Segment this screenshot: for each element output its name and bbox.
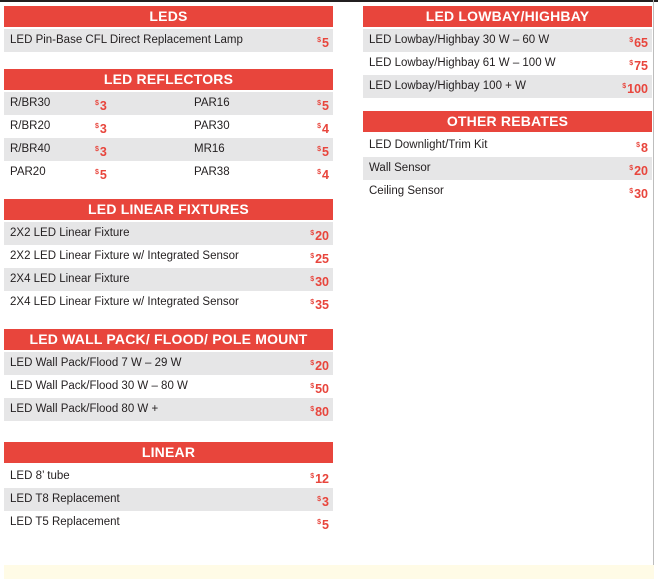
- item-label: PAR16: [194, 97, 230, 109]
- item-amount: 5: [322, 99, 329, 113]
- item-amount: 100: [627, 82, 648, 96]
- table-row: [4, 245, 333, 268]
- section-other-rebates: [363, 111, 652, 203]
- table-row: [4, 398, 333, 421]
- item-amount: 20: [634, 164, 648, 178]
- table-row: [4, 92, 333, 115]
- section-title: LEDS: [4, 6, 333, 27]
- item-amount: 80: [315, 405, 329, 419]
- table-row: [363, 29, 652, 52]
- currency-sign: $: [629, 188, 634, 195]
- table-row: [363, 157, 652, 180]
- table-row: [4, 511, 333, 534]
- item-label: 2X2 LED Linear Fixture w/ Integrated Sensor: [10, 250, 239, 262]
- table-row: [4, 465, 333, 488]
- section-title: LINEAR: [4, 442, 333, 463]
- currency-sign: $: [317, 123, 322, 130]
- item-label: 2X4 LED Linear Fixture: [10, 273, 130, 285]
- item-amount: 5: [322, 518, 329, 532]
- item-amount: 30: [634, 187, 648, 201]
- item-label: LED T5 Replacement: [10, 516, 120, 528]
- currency-sign: $: [629, 165, 634, 172]
- currency-sign: $: [310, 383, 315, 390]
- item-amount: 75: [634, 59, 648, 73]
- table-row: [4, 488, 333, 511]
- currency-sign: $: [310, 253, 315, 260]
- item-label: 2X4 LED Linear Fixture w/ Integrated Sensor: [10, 296, 239, 308]
- section-linear: [4, 442, 333, 534]
- item-price: [629, 180, 648, 206]
- currency-sign: $: [95, 100, 99, 107]
- item-amount: 5: [322, 145, 329, 159]
- currency-sign: $: [317, 496, 322, 503]
- currency-sign: $: [629, 37, 634, 44]
- item-price: [317, 161, 329, 187]
- section-lowbay-highbay: [363, 6, 652, 98]
- item-amount: 8: [641, 141, 648, 155]
- top-rule: [0, 0, 658, 2]
- currency-sign: $: [310, 473, 315, 480]
- currency-sign: $: [317, 519, 322, 526]
- item-label: PAR38: [194, 166, 230, 178]
- table-row: [4, 138, 333, 161]
- item-amount: 4: [322, 168, 329, 182]
- item-label: Wall Sensor: [369, 162, 431, 174]
- right-rule: [653, 0, 654, 579]
- currency-sign: $: [317, 146, 322, 153]
- item-amount: 3: [99, 99, 107, 113]
- section-title: LED LOWBAY/HIGHBAY: [363, 6, 652, 27]
- table-row: [363, 134, 652, 157]
- item-label: R/BR20: [10, 120, 51, 132]
- item-amount: 35: [315, 298, 329, 312]
- item-label: LED 8’ tube: [10, 470, 70, 482]
- section-title: OTHER REBATES: [363, 111, 652, 132]
- section-title: LED REFLECTORS: [4, 69, 333, 90]
- table-row: [4, 29, 333, 52]
- table-row: [363, 52, 652, 75]
- table-row: [4, 375, 333, 398]
- currency-sign: $: [622, 83, 627, 90]
- item-label: LED Wall Pack/Flood 80 W +: [10, 403, 159, 415]
- currency-sign: $: [317, 37, 322, 44]
- table-row: [363, 75, 652, 98]
- currency-sign: $: [317, 100, 322, 107]
- currency-sign: $: [317, 169, 322, 176]
- table-row: [4, 268, 333, 291]
- section-linear-fixtures: [4, 199, 333, 314]
- currency-sign: $: [310, 299, 315, 306]
- item-amount: 30: [315, 275, 329, 289]
- section-title: LED LINEAR FIXTURES: [4, 199, 333, 220]
- currency-sign: $: [95, 146, 99, 153]
- item-label: PAR30: [194, 120, 230, 132]
- table-row: [4, 222, 333, 245]
- section-wall-pack: [4, 329, 333, 421]
- currency-sign: $: [636, 142, 641, 149]
- item-amount: 25: [315, 252, 329, 266]
- item-price: [95, 161, 107, 187]
- item-amount: 20: [315, 229, 329, 243]
- section-title: LED WALL PACK/ FLOOD/ POLE MOUNT: [4, 329, 333, 350]
- item-price: [317, 29, 329, 55]
- item-label: MR16: [194, 143, 225, 155]
- item-price: [317, 511, 329, 537]
- currency-sign: $: [310, 360, 315, 367]
- item-label: LED Lowbay/Highbay 100 + W: [369, 80, 526, 92]
- table-row: [4, 352, 333, 375]
- item-amount: 5: [322, 36, 329, 50]
- currency-sign: $: [310, 406, 315, 413]
- item-amount: 3: [99, 122, 107, 136]
- section-leds: [4, 6, 333, 52]
- item-label: LED Downlight/Trim Kit: [369, 139, 488, 151]
- table-row: [4, 115, 333, 138]
- item-label: 2X2 LED Linear Fixture: [10, 227, 130, 239]
- table-row: [4, 291, 333, 314]
- table-row: [4, 161, 333, 184]
- item-amount: 4: [322, 122, 329, 136]
- item-label: LED T8 Replacement: [10, 493, 120, 505]
- currency-sign: $: [310, 276, 315, 283]
- item-label: LED Pin-Base CFL Direct Replacement Lamp: [10, 34, 243, 46]
- item-amount: 3: [322, 495, 329, 509]
- item-label: R/BR40: [10, 143, 51, 155]
- item-price: [310, 291, 329, 317]
- item-label: LED Lowbay/Highbay 30 W – 60 W: [369, 34, 550, 46]
- item-label: R/BR30: [10, 97, 51, 109]
- item-label: Ceiling Sensor: [369, 185, 444, 197]
- item-label: LED Lowbay/Highbay 61 W – 100 W: [369, 57, 556, 69]
- item-amount: 5: [99, 168, 107, 182]
- item-label: LED Wall Pack/Flood 7 W – 29 W: [10, 357, 182, 369]
- item-amount: 20: [315, 359, 329, 373]
- item-price: [622, 75, 648, 101]
- currency-sign: $: [310, 230, 315, 237]
- item-label: LED Wall Pack/Flood 30 W – 80 W: [10, 380, 188, 392]
- currency-sign: $: [629, 60, 634, 67]
- section-reflectors: [4, 69, 333, 184]
- item-amount: 12: [315, 472, 329, 486]
- currency-sign: $: [95, 169, 99, 176]
- item-price: [310, 398, 329, 424]
- item-amount: 3: [99, 145, 107, 159]
- item-amount: 65: [634, 36, 648, 50]
- currency-sign: $: [95, 123, 99, 130]
- bottom-band: [4, 565, 654, 579]
- item-amount: 50: [315, 382, 329, 396]
- item-label: PAR20: [10, 166, 46, 178]
- table-row: [363, 180, 652, 203]
